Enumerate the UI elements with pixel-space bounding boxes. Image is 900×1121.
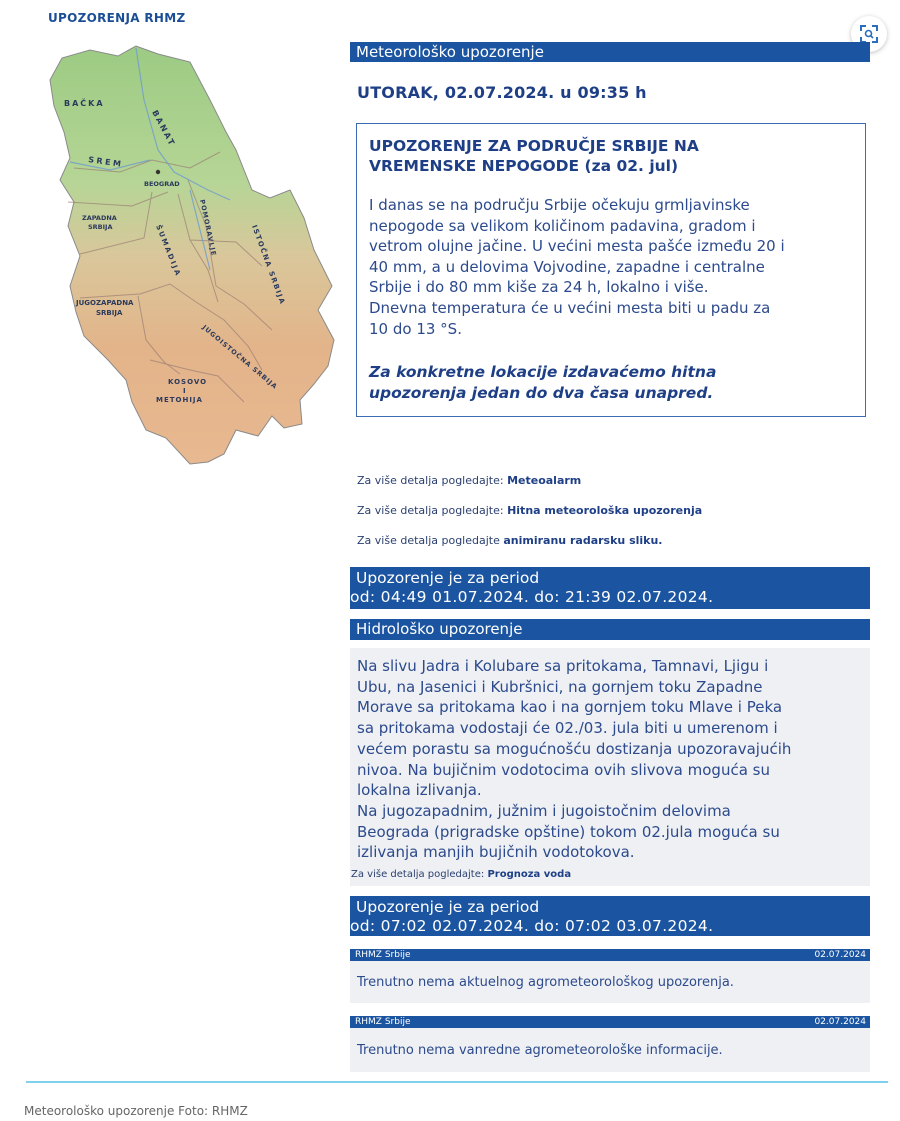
map-label-kosovo-3: METOHIJA (156, 396, 203, 404)
agro-bar-1: RHMZ Srbije 02.07.2024 (350, 949, 870, 961)
zoom-icon (860, 25, 878, 43)
radar-link[interactable]: animiranu radarsku sliku. (503, 534, 663, 547)
detail-meteoalarm: Za više detalja pogledajte: Meteoalarm (357, 474, 582, 487)
hydro-section-title: Hidrološko upozorenje (350, 619, 870, 640)
warning-heading: UPOZORENJE ZA PODRUČJE SRBIJE NA VREMENSKE NEPOGODE (za 02. jul) (369, 137, 699, 175)
map-label-kosovo-2: I (183, 387, 186, 395)
map-label-jugozapadna-1: JUGOZAPADNA (76, 299, 134, 307)
agro-panel-1 (350, 961, 870, 1003)
period-box-meteo: Upozorenje je za period od: 04:49 01.07.2024. do: 21:39 02.07.2024. (350, 567, 870, 609)
page-title: UPOZORENJA RHMZ (48, 11, 186, 25)
beograd-marker (156, 170, 160, 174)
agro-warning-text: Trenutno nema aktuelnog agrometeorološkog upozorenja. (357, 975, 734, 990)
hydro-panel (350, 648, 870, 886)
map-label-pomoravlje: POMORAVLJE (198, 198, 218, 258)
map-label-beograd: BEOGRAD (144, 180, 180, 188)
map-label-backa: BAČKA (64, 99, 105, 108)
meteo-section-title: Meteorološko upozorenje (350, 42, 870, 62)
warning-note: Za konkretne lokacije izdavaćemo hitna upozorenja jedan do dva časa unapred. (369, 363, 717, 402)
warning-box (356, 123, 866, 417)
hydro-text: Na slivu Jadra i Kolubare sa pritokama, Tamnavi, Ljigu i Ubu, na Jasenici i Kubršnici, na gornjem toku Zapadne Morave sa pritokama kao i na gornjem toku Mlave i Peka sa pritokama vodostaji će 02./03. jula biti u umerenom i većem porastu sa mogućnošću dostizanja upozoravajućih nivoa. Na bujičnim vodotocima ovih slivova moguća su lokalna izlivanja. Na jugozapadnim, južnim i jugoistočnim delovima Beograda (prigradske opštine) tokom 02.jula moguća su izlivanja manjih bujičnih vodotokova. (357, 657, 792, 862)
warning-body: I danas se na području Srbije očekuju grmljavinske nepogode sa velikom količinom padavina, gradom i vetrom olujne jačine. U većini mesta pašće između 20 i 40 mm, a u delovima Vojvodine, zapadne i centralne Srbije i do 80 mm kiše za 24 h, lokalno i više. Dnevna temperatura će u većini mesta biti u padu za 10 do 13 °S. (369, 196, 785, 338)
map-label-zapadna-1: ZAPADNA (82, 214, 117, 222)
map-label-istocna: ISTOČNA SRBIJA (250, 223, 287, 307)
prognoza-voda-link[interactable]: Prognoza voda (487, 869, 572, 880)
detail-radar: Za više detalja pogledajte animiranu radarsku sliku. (357, 534, 663, 547)
warning-date: UTORAK, 02.07.2024. u 09:35 h (357, 83, 647, 102)
agro-info-text: Trenutno nema vanredne agrometeorološke informacije. (357, 1043, 723, 1058)
agro-panel-2 (350, 1028, 870, 1072)
detail-prognoza-voda: Za više detalja pogledajte: Prognoza voda (351, 869, 572, 880)
detail-hitna-upozorenja: Za više detalja pogledajte: Hitna meteorološka upozorenja (357, 504, 703, 517)
footer-divider (26, 1081, 888, 1083)
hitna-upozorenja-link[interactable]: Hitna meteorološka upozorenja (507, 504, 703, 517)
map-label-zapadna-2: SRBIJA (88, 223, 113, 231)
map-label-sumadija: ŠUMADIJA (154, 223, 183, 279)
period-box-hydro: Upozorenje je za period od: 07:02 02.07.2024. do: 07:02 03.07.2024. (350, 896, 870, 936)
meteoalarm-link[interactable]: Meteoalarm (507, 474, 582, 487)
agro-bar-2: RHMZ Srbije 02.07.2024 (350, 1016, 870, 1028)
map-label-srem: SREM (87, 155, 124, 169)
image-caption: Meteorološko upozorenje Foto: RHMZ (24, 1104, 248, 1118)
map-label-jugoistocna: JUGOISTOČNA SRBIJA (200, 323, 280, 392)
map-label-jugozapadna-2: SRBIJA (96, 309, 123, 317)
map-label-banat: BANAT (150, 108, 177, 149)
serbia-map (40, 40, 340, 470)
map-label-kosovo-1: KOSOVO (168, 378, 208, 386)
